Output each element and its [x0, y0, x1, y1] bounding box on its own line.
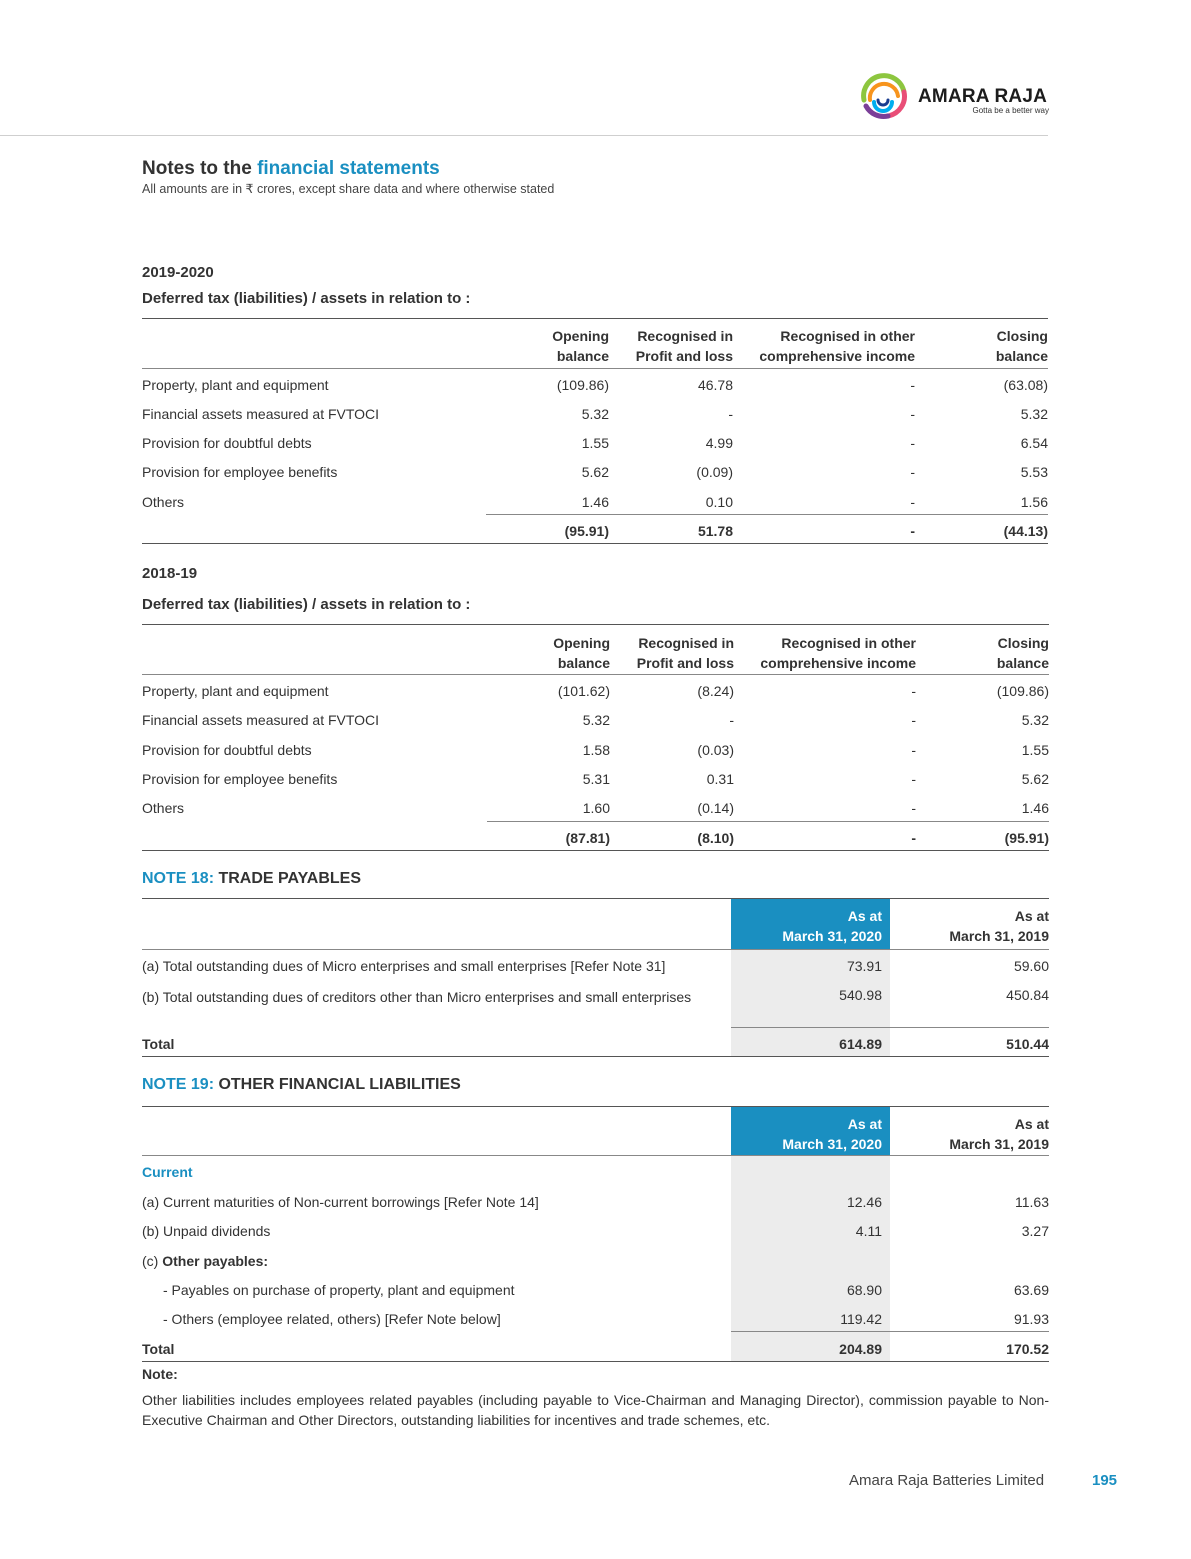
dt2020-year: 2019-2020	[142, 264, 214, 281]
dt2020-col-opening: Opening balance	[552, 328, 609, 364]
value-2020: 540.98	[839, 987, 882, 1003]
pl-cell: (0.14)	[697, 800, 734, 816]
row-label: Financial assets measured at FVTOCI	[142, 712, 380, 728]
dt2019-col-opening: Opening balance	[553, 635, 610, 671]
pl-cell: 0.10	[705, 494, 733, 510]
current-subheading: Current	[142, 1164, 193, 1180]
oci-cell: -	[911, 742, 916, 758]
row-label: Financial assets measured at FVTOCI	[142, 406, 380, 422]
oci-total: -	[910, 523, 915, 539]
opening-total: (87.81)	[565, 830, 610, 846]
row-label: Others	[142, 800, 185, 816]
total-2020: 204.89	[839, 1341, 882, 1357]
dt2019-year: 2018-19	[142, 565, 198, 582]
value-2019: 3.27	[1021, 1223, 1049, 1239]
note19-top-rule	[142, 1106, 1049, 1107]
note18-col-2019: As at March 31, 2019	[949, 908, 1049, 944]
dt2019-top-rule	[142, 624, 1049, 625]
pl-cell: 0.31	[706, 771, 734, 787]
oci-cell: -	[910, 464, 915, 480]
opening-cell: 5.32	[581, 406, 609, 422]
note19-col-2019: As at March 31, 2019	[949, 1116, 1049, 1152]
closing-cell: 1.46	[1021, 800, 1049, 816]
closing-cell: 5.32	[1020, 406, 1048, 422]
dt2019-bottom-rule	[142, 850, 1049, 851]
value-2020: 12.46	[846, 1194, 882, 1210]
note18-title: TRADE PAYABLES	[214, 870, 362, 887]
total-2020: 614.89	[839, 1036, 882, 1052]
opening-cell: 5.62	[581, 464, 609, 480]
dt2019-subtotal-rule	[487, 821, 1049, 822]
opening-cell: 1.60	[582, 800, 610, 816]
page-title-prefix: Notes to the	[142, 158, 258, 179]
opening-cell: 1.58	[582, 742, 610, 758]
pl-cell: -	[729, 712, 734, 728]
oci-cell: -	[911, 683, 916, 699]
value-2019: 91.93	[1013, 1311, 1049, 1327]
page-title	[142, 158, 440, 180]
total-2019: 170.52	[1006, 1341, 1049, 1357]
closing-cell: 5.32	[1021, 712, 1049, 728]
pl-cell: (0.03)	[697, 742, 734, 758]
note18-number: NOTE 18:	[142, 870, 215, 887]
closing-total: (95.91)	[1004, 830, 1049, 846]
brand-tagline: Gotta be a better way	[972, 106, 1049, 115]
total-2019: 510.44	[1006, 1036, 1049, 1052]
total-label: Total	[142, 1036, 175, 1052]
row-label: (b) Total outstanding dues of creditors other than Micro enterprises and small enterprises	[142, 989, 692, 1005]
note19-bottom-rule	[142, 1361, 1049, 1362]
value-2020: 119.42	[840, 1311, 882, 1327]
dt2020-title: Deferred tax (liabilities) / assets in relation to :	[142, 290, 471, 307]
oci-cell: -	[910, 435, 915, 451]
note18-header-rule	[142, 949, 1049, 950]
note-paragraph: Other liabilities includes employees related payables (including payable to Vice-Chairman and Managing Director), commission payable to Non-Executive Chairman and Other Directors, outstanding liabilities for incentives and trade schemes, etc.	[142, 1392, 1049, 1428]
pl-cell: (0.09)	[696, 464, 733, 480]
note18-bottom-rule	[142, 1056, 1049, 1057]
closing-cell: 5.53	[1020, 464, 1048, 480]
closing-cell: 6.54	[1020, 435, 1048, 451]
opening-cell: 5.31	[582, 771, 610, 787]
amara-raja-logo-icon	[858, 70, 910, 122]
closing-cell: 5.62	[1021, 771, 1049, 787]
dt2020-bottom-rule	[142, 543, 1048, 544]
pl-cell: (8.24)	[697, 683, 734, 699]
oci-cell: -	[911, 712, 916, 728]
other-payables-label: (c) Other payables:	[142, 1253, 269, 1269]
oci-total: -	[911, 830, 916, 846]
note19-col-2020: As at March 31, 2020	[731, 1107, 890, 1156]
page-title-highlight: financial statements	[257, 158, 440, 179]
opening-cell: 1.46	[581, 494, 609, 510]
page-subtitle: All amounts are in ₹ crores, except share data and where otherwise stated	[142, 182, 555, 196]
closing-total: (44.13)	[1003, 523, 1048, 539]
closing-cell: 1.55	[1021, 742, 1049, 758]
value-2020: 73.91	[846, 958, 882, 974]
row-label: (b) Unpaid dividends	[142, 1223, 271, 1239]
row-label: Provision for employee benefits	[142, 771, 338, 787]
dt2020-col-oci: Recognised in other comprehensive income	[759, 328, 915, 364]
note19-header-rule	[142, 1155, 1049, 1156]
value-2019: 11.63	[1015, 1194, 1049, 1210]
header-divider	[0, 135, 1048, 136]
row-label: - Others (employee related, others) [Refer Note below]	[163, 1311, 501, 1327]
oci-cell: -	[911, 771, 916, 787]
note18-col-2020: As at March 31, 2020	[731, 899, 890, 949]
note19-number: NOTE 19:	[142, 1076, 215, 1093]
row-label: (a) Current maturities of Non-current borrowings [Refer Note 14]	[142, 1194, 539, 1210]
oci-cell: -	[910, 377, 915, 393]
opening-cell: (101.62)	[557, 683, 610, 699]
row-label: - Payables on purchase of property, plant and equipment	[163, 1282, 515, 1298]
note18-subtotal-rule	[731, 1027, 1049, 1028]
dt2020-subtotal-rule	[486, 514, 1048, 515]
note18-top-rule	[142, 898, 1049, 899]
closing-cell: 1.56	[1020, 494, 1048, 510]
pl-cell: -	[728, 406, 733, 422]
dt2020-col-pl: Recognised in Profit and loss	[635, 328, 733, 364]
brand-name: AMARA RAJA	[918, 86, 1048, 107]
row-label: Property, plant and equipment	[142, 377, 329, 393]
row-label: Others	[142, 494, 185, 510]
page-number: 195	[1092, 1472, 1118, 1489]
note19-subtotal-rule	[731, 1331, 1049, 1332]
total-label: Total	[142, 1341, 175, 1357]
dt2020-col-closing: Closing balance	[995, 328, 1048, 364]
value-2019: 59.60	[1013, 958, 1049, 974]
row-label: Provision for employee benefits	[142, 464, 338, 480]
dt2019-header-rule	[142, 674, 1049, 675]
opening-cell: 5.32	[582, 712, 610, 728]
note19-title: OTHER FINANCIAL LIABILITIES	[214, 1076, 461, 1093]
dt2019-col-pl: Recognised in Profit and loss	[636, 635, 734, 671]
pl-total: (8.10)	[697, 830, 734, 846]
pl-cell: 4.99	[705, 435, 733, 451]
dt2019-col-oci: Recognised in other comprehensive income	[760, 635, 916, 671]
oci-cell: -	[910, 494, 915, 510]
row-label: Provision for doubtful debts	[142, 435, 312, 451]
dt2019-title: Deferred tax (liabilities) / assets in relation to :	[142, 596, 471, 613]
opening-cell: (109.86)	[556, 377, 609, 393]
value-2020: 4.11	[855, 1223, 882, 1239]
value-2019: 450.84	[1006, 987, 1049, 1003]
value-2020: 68.90	[846, 1282, 882, 1298]
closing-cell: (109.86)	[996, 683, 1049, 699]
note19-heading	[142, 1076, 461, 1094]
dt2020-header-rule	[142, 368, 1048, 369]
dt2020-top-rule	[142, 318, 1048, 319]
row-label: Provision for doubtful debts	[142, 742, 312, 758]
closing-cell: (63.08)	[1003, 377, 1048, 393]
oci-cell: -	[910, 406, 915, 422]
note18-heading	[142, 870, 361, 888]
opening-cell: 1.55	[581, 435, 609, 451]
value-2019: 63.69	[1013, 1282, 1049, 1298]
pl-total: 51.78	[697, 523, 733, 539]
pl-cell: 46.78	[697, 377, 733, 393]
footer-company: Amara Raja Batteries Limited	[849, 1472, 1045, 1489]
opening-total: (95.91)	[564, 523, 609, 539]
note-label: Note:	[142, 1366, 178, 1382]
row-label: (a) Total outstanding dues of Micro enterprises and small enterprises [Refer Note 31]	[142, 958, 666, 974]
dt2019-col-closing: Closing balance	[996, 635, 1049, 671]
oci-cell: -	[911, 800, 916, 816]
row-label: Property, plant and equipment	[142, 683, 329, 699]
